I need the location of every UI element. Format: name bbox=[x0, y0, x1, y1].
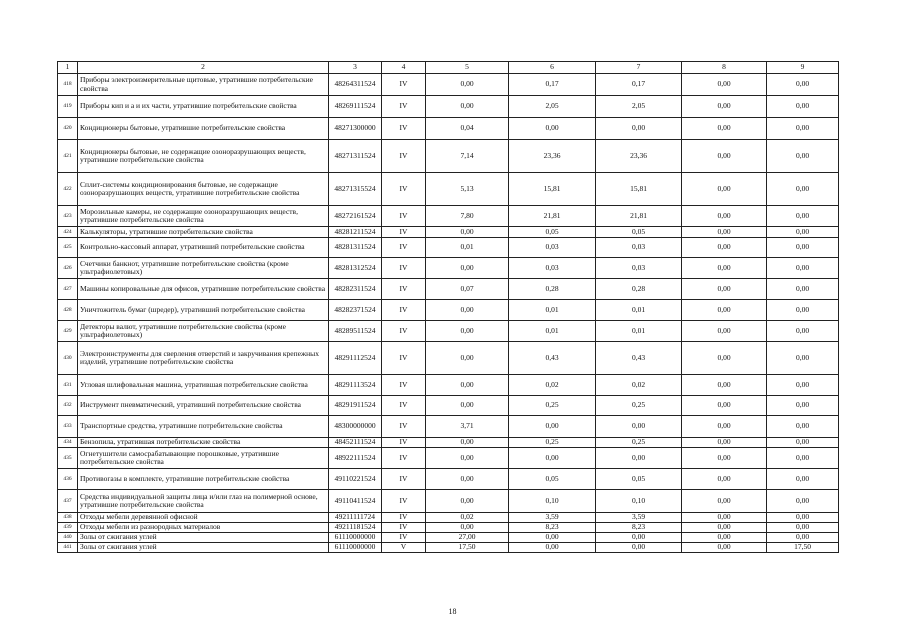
value-col-7: 0,00 bbox=[596, 118, 682, 140]
value-col-9: 0,00 bbox=[767, 523, 839, 533]
value-col-5: 0,00 bbox=[426, 523, 509, 533]
column-header-5: 5 bbox=[426, 62, 509, 74]
value-col-7: 0,28 bbox=[596, 279, 682, 300]
waste-name: Счетчики банкнот, утратившие потребительские свойства (кроме ультрафиолетовых) bbox=[78, 258, 329, 279]
value-col-9: 0,00 bbox=[767, 300, 839, 321]
value-col-5: 7,80 bbox=[426, 206, 509, 227]
table-header-row bbox=[58, 62, 839, 74]
table-row bbox=[58, 342, 839, 375]
fkko-code: 48271300000 bbox=[329, 118, 382, 140]
waste-name: Инструмент пневматический, утративший потребительские свойства bbox=[78, 396, 329, 416]
value-col-5: 0,00 bbox=[426, 469, 509, 490]
hazard-class: IV bbox=[382, 258, 426, 279]
value-col-9: 0,00 bbox=[767, 448, 839, 469]
waste-name: Уничтожитель бумаг (шредер), утративший потребительские свойства bbox=[78, 300, 329, 321]
value-col-7: 2,05 bbox=[596, 96, 682, 118]
row-number: 428 bbox=[58, 300, 78, 321]
table-row bbox=[58, 206, 839, 227]
value-col-9: 0,00 bbox=[767, 206, 839, 227]
value-col-6: 0,01 bbox=[509, 321, 596, 342]
value-col-9: 0,00 bbox=[767, 416, 839, 438]
value-col-6: 0,10 bbox=[509, 490, 596, 513]
hazard-class: IV bbox=[382, 74, 426, 96]
table-row bbox=[58, 258, 839, 279]
hazard-class: IV bbox=[382, 300, 426, 321]
table-row bbox=[58, 396, 839, 416]
value-col-5: 0,01 bbox=[426, 238, 509, 258]
value-col-9: 0,00 bbox=[767, 533, 839, 543]
value-col-8: 0,00 bbox=[682, 490, 767, 513]
value-col-7: 0,00 bbox=[596, 533, 682, 543]
value-col-9: 0,00 bbox=[767, 321, 839, 342]
value-col-6: 0,01 bbox=[509, 300, 596, 321]
value-col-6: 0,05 bbox=[509, 469, 596, 490]
waste-name: Бензопила, утратившая потребительские свойства bbox=[78, 438, 329, 448]
row-number: 419 bbox=[58, 96, 78, 118]
hazard-class: IV bbox=[382, 279, 426, 300]
value-col-7: 8,23 bbox=[596, 523, 682, 533]
hazard-class: IV bbox=[382, 173, 426, 206]
row-number: 431 bbox=[58, 375, 78, 396]
row-number: 426 bbox=[58, 258, 78, 279]
column-header-7: 7 bbox=[596, 62, 682, 74]
table-row bbox=[58, 173, 839, 206]
value-col-6: 0,43 bbox=[509, 342, 596, 375]
waste-name: Приборы кип и а и их части, утратившие потребительские свойства bbox=[78, 96, 329, 118]
waste-name: Калькуляторы, утратившие потребительские свойства bbox=[78, 227, 329, 238]
fkko-code: 49110411524 bbox=[329, 490, 382, 513]
hazard-class: IV bbox=[382, 396, 426, 416]
table-row bbox=[58, 238, 839, 258]
value-col-5: 27,00 bbox=[426, 533, 509, 543]
value-col-9: 0,00 bbox=[767, 342, 839, 375]
fkko-code: 48291113524 bbox=[329, 375, 382, 396]
value-col-9: 0,00 bbox=[767, 227, 839, 238]
fkko-code: 61110000000 bbox=[329, 533, 382, 543]
table-row bbox=[58, 140, 839, 173]
value-col-7: 0,02 bbox=[596, 375, 682, 396]
value-col-5: 0,00 bbox=[426, 342, 509, 375]
fkko-code: 48281211524 bbox=[329, 227, 382, 238]
value-col-6: 0,00 bbox=[509, 416, 596, 438]
waste-name: Кондиционеры бытовые, не содержащие озоноразрушающих веществ, утратившие потребительские свойства bbox=[78, 140, 329, 173]
row-number: 433 bbox=[58, 416, 78, 438]
value-col-5: 0,04 bbox=[426, 118, 509, 140]
row-number: 437 bbox=[58, 490, 78, 513]
value-col-7: 0,05 bbox=[596, 469, 682, 490]
value-col-8: 0,00 bbox=[682, 258, 767, 279]
value-col-6: 3,59 bbox=[509, 513, 596, 523]
value-col-8: 0,00 bbox=[682, 279, 767, 300]
value-col-7: 0,25 bbox=[596, 438, 682, 448]
hazard-class: IV bbox=[382, 469, 426, 490]
table-body bbox=[58, 74, 839, 553]
row-number: 423 bbox=[58, 206, 78, 227]
value-col-7: 15,81 bbox=[596, 173, 682, 206]
value-col-8: 0,00 bbox=[682, 342, 767, 375]
hazard-class: IV bbox=[382, 513, 426, 523]
table-row bbox=[58, 375, 839, 396]
value-col-5: 0,07 bbox=[426, 279, 509, 300]
value-col-8: 0,00 bbox=[682, 300, 767, 321]
table-row bbox=[58, 533, 839, 543]
hazard-class: IV bbox=[382, 375, 426, 396]
column-header-1: 1 bbox=[58, 62, 78, 74]
hazard-class: IV bbox=[382, 416, 426, 438]
value-col-8: 0,00 bbox=[682, 118, 767, 140]
value-col-5: 0,00 bbox=[426, 96, 509, 118]
value-col-9: 0,00 bbox=[767, 238, 839, 258]
hazard-class: IV bbox=[382, 118, 426, 140]
table-row bbox=[58, 543, 839, 553]
waste-name: Машины копировальные для офисов, утратившие потребительские свойства bbox=[78, 279, 329, 300]
value-col-9: 0,00 bbox=[767, 490, 839, 513]
waste-name: Приборы электроизмерительные щитовые, утратившие потребительские свойства bbox=[78, 74, 329, 96]
value-col-7: 0,00 bbox=[596, 448, 682, 469]
value-col-5: 0,00 bbox=[426, 490, 509, 513]
waste-name: Транспортные средства, утратившие потребительские свойства bbox=[78, 416, 329, 438]
value-col-8: 0,00 bbox=[682, 396, 767, 416]
value-col-9: 0,00 bbox=[767, 469, 839, 490]
table-row bbox=[58, 279, 839, 300]
waste-table bbox=[57, 61, 839, 553]
row-number: 432 bbox=[58, 396, 78, 416]
value-col-9: 0,00 bbox=[767, 513, 839, 523]
row-number: 422 bbox=[58, 173, 78, 206]
table-row bbox=[58, 227, 839, 238]
row-number: 435 bbox=[58, 448, 78, 469]
row-number: 439 bbox=[58, 523, 78, 533]
fkko-code: 48272161524 bbox=[329, 206, 382, 227]
waste-name: Сплит-системы кондиционирования бытовые, не содержащие озоноразрушающих веществ, утратившие потребительские свойства bbox=[78, 173, 329, 206]
value-col-6: 0,00 bbox=[509, 533, 596, 543]
hazard-class: IV bbox=[382, 238, 426, 258]
value-col-9: 0,00 bbox=[767, 279, 839, 300]
value-col-7: 0,17 bbox=[596, 74, 682, 96]
value-col-8: 0,00 bbox=[682, 513, 767, 523]
table-row bbox=[58, 300, 839, 321]
row-number: 425 bbox=[58, 238, 78, 258]
hazard-class: IV bbox=[382, 490, 426, 513]
fkko-code: 49211111724 bbox=[329, 513, 382, 523]
value-col-6: 0,00 bbox=[509, 118, 596, 140]
table-row bbox=[58, 74, 839, 96]
fkko-code: 48271315524 bbox=[329, 173, 382, 206]
hazard-class: IV bbox=[382, 448, 426, 469]
waste-name: Детекторы валют, утратившие потребительские свойства (кроме ультрафиолетовых) bbox=[78, 321, 329, 342]
fkko-code: 49110221524 bbox=[329, 469, 382, 490]
value-col-6: 8,23 bbox=[509, 523, 596, 533]
hazard-class: IV bbox=[382, 438, 426, 448]
value-col-7: 0,03 bbox=[596, 258, 682, 279]
waste-name: Противогазы в комплекте, утратившие потребительские свойства bbox=[78, 469, 329, 490]
hazard-class: IV bbox=[382, 342, 426, 375]
page-number: 18 bbox=[448, 607, 457, 616]
value-col-5: 0,00 bbox=[426, 321, 509, 342]
value-col-5: 0,00 bbox=[426, 438, 509, 448]
fkko-code: 48282311524 bbox=[329, 279, 382, 300]
value-col-5: 17,50 bbox=[426, 543, 509, 553]
table-row bbox=[58, 523, 839, 533]
value-col-6: 0,25 bbox=[509, 396, 596, 416]
value-col-5: 7,14 bbox=[426, 140, 509, 173]
hazard-class: IV bbox=[382, 227, 426, 238]
row-number: 420 bbox=[58, 118, 78, 140]
value-col-9: 0,00 bbox=[767, 396, 839, 416]
value-col-5: 0,00 bbox=[426, 74, 509, 96]
row-number: 427 bbox=[58, 279, 78, 300]
column-header-8: 8 bbox=[682, 62, 767, 74]
fkko-code: 48271311524 bbox=[329, 140, 382, 173]
hazard-class: IV bbox=[382, 321, 426, 342]
row-number: 441 bbox=[58, 543, 78, 553]
value-col-9: 0,00 bbox=[767, 438, 839, 448]
value-col-8: 0,00 bbox=[682, 206, 767, 227]
row-number: 440 bbox=[58, 533, 78, 543]
value-col-8: 0,00 bbox=[682, 416, 767, 438]
value-col-8: 0,00 bbox=[682, 74, 767, 96]
value-col-8: 0,00 bbox=[682, 469, 767, 490]
value-col-5: 0,00 bbox=[426, 396, 509, 416]
value-col-5: 0,00 bbox=[426, 227, 509, 238]
value-col-7: 0,01 bbox=[596, 300, 682, 321]
value-col-7: 0,43 bbox=[596, 342, 682, 375]
fkko-code: 48300000000 bbox=[329, 416, 382, 438]
waste-name: Угловая шлифовальная машина, утратившая потребительские свойства bbox=[78, 375, 329, 396]
value-col-7: 21,81 bbox=[596, 206, 682, 227]
value-col-8: 0,00 bbox=[682, 96, 767, 118]
value-col-9: 0,00 bbox=[767, 140, 839, 173]
value-col-8: 0,00 bbox=[682, 173, 767, 206]
value-col-5: 0,00 bbox=[426, 448, 509, 469]
value-col-9: 0,00 bbox=[767, 96, 839, 118]
fkko-code: 48291911524 bbox=[329, 396, 382, 416]
value-col-7: 0,01 bbox=[596, 321, 682, 342]
value-col-8: 0,00 bbox=[682, 533, 767, 543]
value-col-8: 0,00 bbox=[682, 227, 767, 238]
table-row bbox=[58, 321, 839, 342]
fkko-code: 48269111524 bbox=[329, 96, 382, 118]
waste-name: Огнетушители самосрабатывающие порошковые, утратившие потребительские свойства bbox=[78, 448, 329, 469]
table-row bbox=[58, 469, 839, 490]
value-col-9: 0,00 bbox=[767, 74, 839, 96]
value-col-7: 0,03 bbox=[596, 238, 682, 258]
fkko-code: 48291112524 bbox=[329, 342, 382, 375]
table-row bbox=[58, 118, 839, 140]
row-number: 421 bbox=[58, 140, 78, 173]
waste-name: Отходы мебели деревянной офисной bbox=[78, 513, 329, 523]
fkko-code: 61110000000 bbox=[329, 543, 382, 553]
table-row bbox=[58, 416, 839, 438]
value-col-6: 15,81 bbox=[509, 173, 596, 206]
waste-name: Контрольно-кассовый аппарат, утративший потребительские свойства bbox=[78, 238, 329, 258]
hazard-class: IV bbox=[382, 533, 426, 543]
value-col-9: 0,00 bbox=[767, 375, 839, 396]
value-col-9: 0,00 bbox=[767, 118, 839, 140]
hazard-class: IV bbox=[382, 206, 426, 227]
waste-name: Отходы мебели из разнородных материалов bbox=[78, 523, 329, 533]
value-col-6: 0,03 bbox=[509, 238, 596, 258]
value-col-7: 0,05 bbox=[596, 227, 682, 238]
value-col-7: 23,36 bbox=[596, 140, 682, 173]
value-col-8: 0,00 bbox=[682, 321, 767, 342]
table-row bbox=[58, 96, 839, 118]
row-number: 418 bbox=[58, 74, 78, 96]
value-col-6: 0,03 bbox=[509, 258, 596, 279]
row-number: 429 bbox=[58, 321, 78, 342]
value-col-6: 0,02 bbox=[509, 375, 596, 396]
fkko-code: 48282371524 bbox=[329, 300, 382, 321]
value-col-5: 0,02 bbox=[426, 513, 509, 523]
value-col-5: 0,00 bbox=[426, 258, 509, 279]
value-col-6: 0,25 bbox=[509, 438, 596, 448]
value-col-9: 0,00 bbox=[767, 258, 839, 279]
value-col-8: 0,00 bbox=[682, 543, 767, 553]
row-number: 438 bbox=[58, 513, 78, 523]
value-col-5: 3,71 bbox=[426, 416, 509, 438]
waste-name: Золы от сжигания углей bbox=[78, 533, 329, 543]
table-row bbox=[58, 513, 839, 523]
waste-name: Электроинструменты для сверления отверстий и закручивания крепежных изделий, утратившие потребительские свойства bbox=[78, 342, 329, 375]
column-header-6: 6 bbox=[509, 62, 596, 74]
value-col-9: 0,00 bbox=[767, 173, 839, 206]
column-header-3: 3 bbox=[329, 62, 382, 74]
value-col-9: 17,50 bbox=[767, 543, 839, 553]
column-header-9: 9 bbox=[767, 62, 839, 74]
value-col-6: 0,00 bbox=[509, 543, 596, 553]
value-col-8: 0,00 bbox=[682, 140, 767, 173]
waste-name: Золы от сжигания углей bbox=[78, 543, 329, 553]
fkko-code: 48289511524 bbox=[329, 321, 382, 342]
table-row bbox=[58, 438, 839, 448]
value-col-8: 0,00 bbox=[682, 448, 767, 469]
row-number: 430 bbox=[58, 342, 78, 375]
fkko-code: 48922111524 bbox=[329, 448, 382, 469]
hazard-class: V bbox=[382, 543, 426, 553]
fkko-code: 48264311524 bbox=[329, 74, 382, 96]
value-col-7: 3,59 bbox=[596, 513, 682, 523]
value-col-7: 0,00 bbox=[596, 543, 682, 553]
value-col-6: 0,17 bbox=[509, 74, 596, 96]
fkko-code: 48281312524 bbox=[329, 258, 382, 279]
hazard-class: IV bbox=[382, 523, 426, 533]
table-row bbox=[58, 448, 839, 469]
hazard-class: IV bbox=[382, 140, 426, 173]
value-col-6: 23,36 bbox=[509, 140, 596, 173]
table-row bbox=[58, 490, 839, 513]
value-col-8: 0,00 bbox=[682, 523, 767, 533]
value-col-5: 0,00 bbox=[426, 375, 509, 396]
value-col-5: 0,00 bbox=[426, 300, 509, 321]
row-number: 434 bbox=[58, 438, 78, 448]
value-col-8: 0,00 bbox=[682, 438, 767, 448]
value-col-7: 0,00 bbox=[596, 416, 682, 438]
value-col-7: 0,10 bbox=[596, 490, 682, 513]
value-col-8: 0,00 bbox=[682, 375, 767, 396]
fkko-code: 48452111524 bbox=[329, 438, 382, 448]
column-header-2: 2 bbox=[78, 62, 329, 74]
value-col-6: 0,28 bbox=[509, 279, 596, 300]
value-col-8: 0,00 bbox=[682, 238, 767, 258]
hazard-class: IV bbox=[382, 96, 426, 118]
column-header-4: 4 bbox=[382, 62, 426, 74]
waste-name: Морозильные камеры, не содержащие озоноразрушающих веществ, утратившие потребительские свойства bbox=[78, 206, 329, 227]
waste-name: Средства индивидуальной защиты лица и/или глаз на полимерной основе, утратившие потребительские свойства bbox=[78, 490, 329, 513]
value-col-6: 2,05 bbox=[509, 96, 596, 118]
value-col-5: 5,13 bbox=[426, 173, 509, 206]
value-col-7: 0,25 bbox=[596, 396, 682, 416]
row-number: 424 bbox=[58, 227, 78, 238]
fkko-code: 49211181524 bbox=[329, 523, 382, 533]
row-number: 436 bbox=[58, 469, 78, 490]
value-col-6: 21,81 bbox=[509, 206, 596, 227]
waste-name: Кондиционеры бытовые, утратившие потребительские свойства bbox=[78, 118, 329, 140]
fkko-code: 48281311524 bbox=[329, 238, 382, 258]
value-col-6: 0,05 bbox=[509, 227, 596, 238]
value-col-6: 0,00 bbox=[509, 448, 596, 469]
